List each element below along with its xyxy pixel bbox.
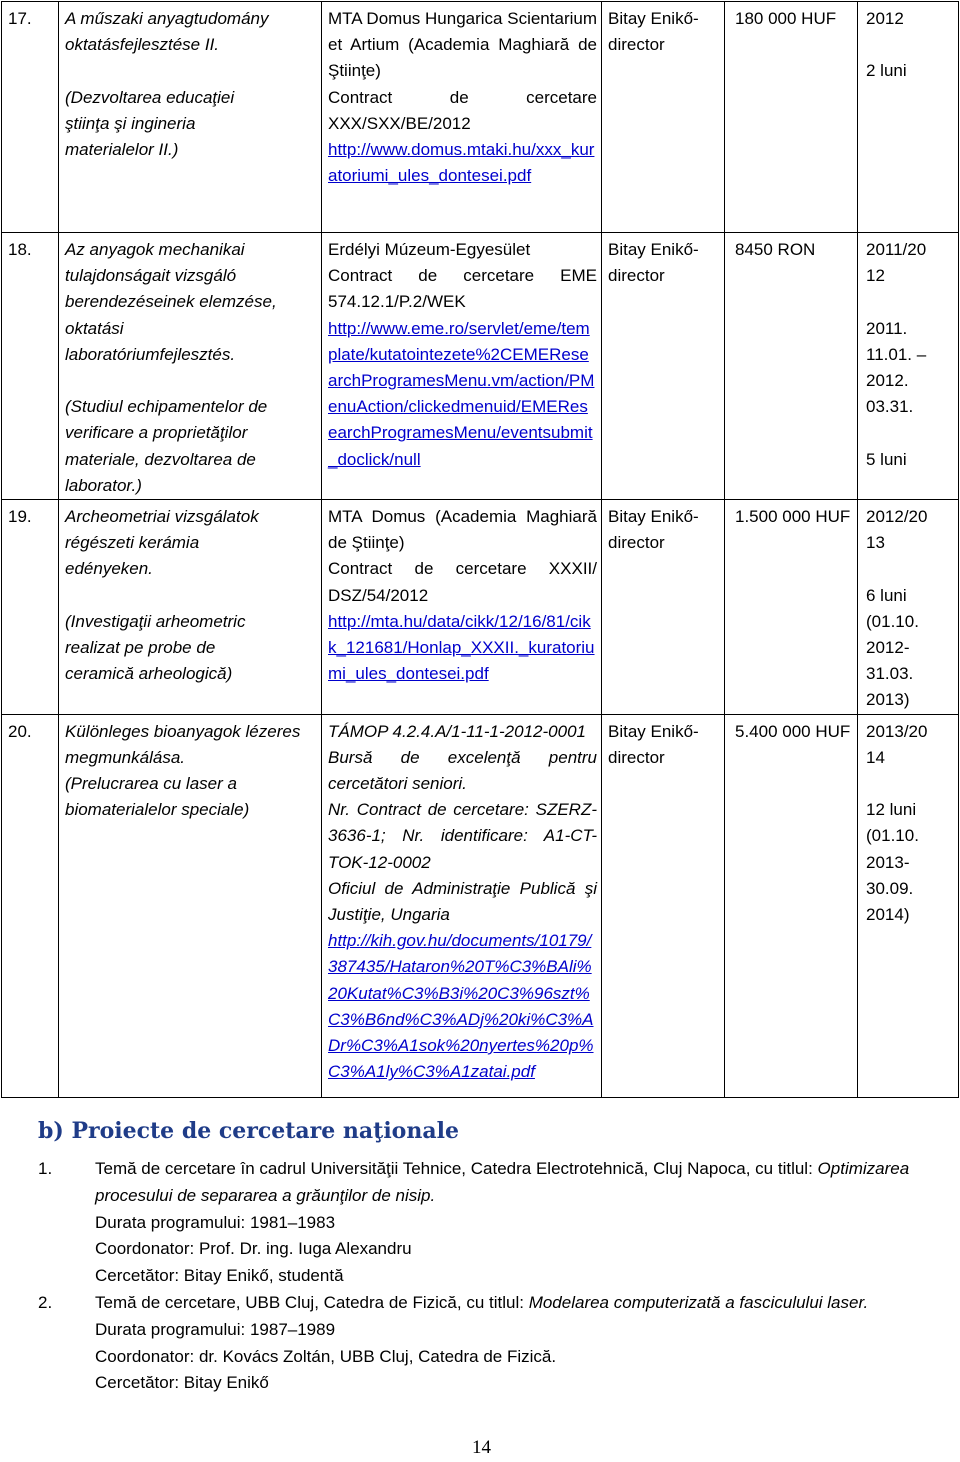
period-line: 11.01. – (866, 344, 927, 364)
amount: 8450 RON (725, 233, 858, 500)
period-line (866, 32, 954, 58)
contract-info (322, 2, 602, 233)
table-row (2, 714, 959, 1097)
period-line (866, 289, 954, 315)
contract-link[interactable]: http://www.domus.mtaki.hu/xxx_kuratoriumi_ules_dontesei.pdf (328, 140, 595, 186)
title-line: ceramică arheologică) (65, 664, 233, 684)
title-line: Az anyagok mechanikai (65, 240, 245, 259)
period-line: 2012- (866, 638, 910, 658)
period-line: 13 (866, 533, 885, 553)
list-item (38, 1156, 938, 1290)
role: Bitay Enikő- director (602, 233, 725, 500)
title-line: Különleges bioanyagok lézeres (65, 721, 301, 741)
amount: 1.500 000 HUF (725, 500, 858, 715)
contract-text: Contract de cercetare XXX/SXX/BE/2012 (328, 87, 597, 133)
table-row (2, 500, 959, 715)
contract-info (322, 500, 602, 715)
title-line (65, 368, 317, 394)
project-title (59, 2, 322, 233)
role: Bitay Enikő- director (602, 2, 725, 233)
period-line: 5 luni (866, 449, 907, 469)
title-line: ştiinţa şi ingineria (65, 113, 196, 133)
title-line: (Studiul echipamentelor de (65, 397, 268, 417)
contract-text: Contract de cercetare EME 574.12.1/P.2/WEK (328, 266, 597, 312)
row-number: 19. (2, 500, 59, 715)
period-line (866, 556, 954, 582)
item-detail: Coordonator: Prof. Dr. ing. Iuga Alexandru (95, 1239, 412, 1259)
period-line: 2 luni (866, 61, 907, 81)
title-line: materiale, dezvoltarea de (65, 449, 256, 469)
item-title: Modelarea computerizată a fasciculului laser. (528, 1292, 869, 1312)
period-line: (01.10. (866, 826, 919, 846)
period-line: 2012. (866, 371, 909, 391)
period-line: 12 luni (866, 800, 917, 820)
title-line: edényeken. (65, 559, 153, 579)
period-line: 03.31. (866, 397, 914, 417)
role: Bitay Enikő- director (602, 714, 725, 1097)
period-line (866, 420, 954, 446)
period-line: 12 (866, 266, 885, 286)
period-line: 2012 (866, 9, 904, 28)
period (858, 500, 959, 715)
title-line: materialelor II.) (65, 140, 179, 160)
contract-text: TÁMOP 4.2.4.A/1-11-1-2012-0001 (328, 721, 586, 741)
period-line: 2014) (866, 905, 910, 925)
contract-text: Oficiul de Administraţie Publică şi Justiţie, Ungaria (328, 878, 597, 925)
title-line: tulajdonságait vizsgáló (65, 266, 237, 286)
project-title (59, 714, 322, 1097)
title-line: oktatásfejlesztése II. (65, 35, 220, 55)
contract-link[interactable]: http://kih.gov.hu/documents/10179/387435/Hataron%20T%C3%BAli%20Kutat%C3%B3i%20C3%96szt%C3%B6nd%C3%ADj%20ki%C3%ADr%C3%A1sok%20nyertes%20p%C3%A1ly%C3%A1zatai.pdf (328, 931, 594, 1082)
contract-text: MTA Domus (Academia Maghiară de Ştiinţe) (328, 507, 597, 553)
row-number: 20. (2, 714, 59, 1097)
role: Bitay Enikő- director (602, 500, 725, 715)
title-line: A műszaki anyagtudomány (65, 9, 269, 28)
project-title (59, 500, 322, 715)
title-line: verificare a proprietăţilor (65, 423, 248, 443)
item-number: 1. (38, 1159, 53, 1178)
contract-info (322, 714, 602, 1097)
period (858, 714, 959, 1097)
row-number: 17. (2, 2, 59, 233)
period-line: 2012/20 (866, 507, 928, 527)
period-line: 2011/20 (866, 240, 927, 259)
section-title: b) Proiecte de cercetare naţionale (38, 1118, 459, 1144)
item-lead: Temă de cercetare, UBB Cluj, Catedra de Fizică, cu titlul: (95, 1292, 529, 1312)
period (858, 2, 959, 233)
item-detail: Coordonator: dr. Kovács Zoltán, UBB Cluj, Catedra de Fizică. (95, 1346, 557, 1366)
item-detail: Durata programului: 1981–1983 (95, 1212, 336, 1232)
amount: 180 000 HUF (725, 2, 858, 233)
item-detail: Cercetător: Bitay Enikő, studentă (95, 1266, 344, 1286)
title-line: (Dezvoltarea educaţiei (65, 87, 235, 107)
item-heading (95, 1290, 938, 1317)
title-line: (Prelucrarea cu laser a (65, 774, 237, 794)
title-line: biomaterialelor speciale) (65, 800, 250, 820)
item-number: 2. (38, 1292, 53, 1312)
item-detail: Durata programului: 1987–1989 (95, 1319, 336, 1339)
title-line (65, 58, 317, 84)
period-line: 2013) (866, 690, 910, 710)
project-title (59, 233, 322, 500)
list-item (38, 1290, 938, 1397)
period-line: 2011. (866, 318, 908, 338)
period (858, 233, 959, 500)
title-line: megmunkálása. (65, 747, 186, 767)
title-line: régészeti kerámia (65, 533, 200, 553)
contract-text: Bursă de excelenţă pentru cercetători seniori. (328, 747, 597, 794)
title-line: realizat pe probe de (65, 638, 216, 658)
contract-text: Contract de cercetare XXXII/ DSZ/54/2012 (328, 559, 597, 605)
period-line: 31.03. (866, 664, 914, 684)
projects-table-body (2, 2, 959, 1098)
period-line: 2013/20 (866, 721, 928, 741)
row-number: 18. (2, 233, 59, 500)
title-line: oktatási (65, 318, 124, 338)
table-row (2, 233, 959, 500)
amount: 5.400 000 HUF (725, 714, 858, 1097)
period-line: 30.09. (866, 878, 914, 898)
period-line: 14 (866, 747, 885, 767)
contract-info (322, 233, 602, 500)
contract-text: Nr. Contract de cercetare: SZERZ-3636-1; Nr. identificare: A1-CT-TOK-12-0002 (328, 800, 597, 872)
contract-text: Erdélyi Múzeum-Egyesület (328, 240, 531, 259)
item-lead: Temă de cercetare în cadrul Universităţii Tehnice, Catedra Electrotehnică, Cluj Napoca, cu titlul: (95, 1159, 818, 1178)
contract-link[interactable]: http://www.eme.ro/servlet/eme/template/kutatointezete%2CEMEResearchProgramesMenu.vm/action/PMenuAction/clickedmenuid/EMEResearchProgramesMenu/eventsubmit_doclick/null (328, 318, 595, 469)
period-line: (01.10. (866, 611, 919, 631)
title-line: laboratóriumfejlesztés. (65, 344, 236, 364)
period-line: 6 luni (866, 585, 907, 605)
item-heading (95, 1156, 938, 1210)
national-projects-list (38, 1156, 938, 1397)
contract-link[interactable]: http://mta.hu/data/cikk/12/16/81/cikk_121681/Honlap_XXXII._kuratoriumi_ules_dontesei.pdf (328, 611, 595, 684)
page-number: 14 (472, 1437, 491, 1458)
title-line: Archeometriai vizsgálatok (65, 507, 259, 527)
title-line: berendezéseinek elemzése, (65, 292, 277, 312)
title-line (65, 583, 317, 609)
item-title: Optimizarea procesului de separarea a grăunţilor de nisip. (95, 1159, 910, 1205)
period-line (866, 771, 954, 797)
table-row (2, 2, 959, 233)
title-line: laborator.) (65, 475, 142, 495)
projects-table (1, 1, 959, 1098)
title-line: (Investigaţii arheometric (65, 611, 246, 631)
period-line: 2013- (866, 852, 910, 872)
contract-text: MTA Domus Hungarica Scientarium et Artium (Academia Maghiară de Ştiinţe) (328, 9, 597, 81)
item-detail: Cercetător: Bitay Enikő (95, 1373, 269, 1393)
